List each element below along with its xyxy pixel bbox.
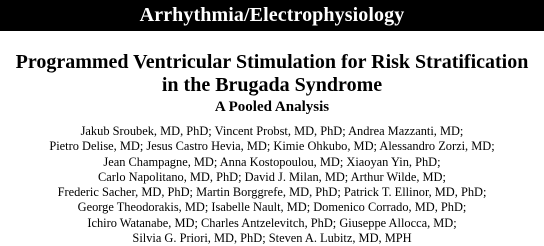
article-subtitle: A Pooled Analysis (214, 99, 330, 115)
article-header (0, 51, 544, 246)
title-line: in the Brugada Syndrome (161, 74, 383, 96)
author-line: Jakub Sroubek, MD, PhD; Vincent Probst, MD, PhD; Andrea Mazzanti, MD; (80, 124, 464, 138)
section-label: Arrhythmia/Electrophysiology (139, 4, 405, 26)
author-list (0, 124, 544, 246)
author-line: Ichiro Watanabe, MD; Charles Antzelevitch, PhD; Giuseppe Allocca, MD; (87, 215, 457, 230)
author-line: Silvia G. Priori, MD, PhD; Steven A. Lubitz, MD, MPH (132, 231, 412, 246)
author-line: Jean Champagne, MD; Anna Kostopoulou, MD; Xiaoyan Yin, PhD; (103, 154, 441, 169)
author-line: Frederic Sacher, MD, PhD; Martin Borggrefe, MD, PhD; Patrick T. Ellinor, MD, PhD; (57, 185, 487, 200)
title-line: Programmed Ventricular Stimulation for Risk Stratification (15, 51, 529, 73)
section-banner (0, 0, 544, 31)
author-line: Pietro Delise, MD; Jesus Castro Hevia, MD; Kimie Ohkubo, MD; Alessandro Zorzi, MD; (49, 139, 495, 154)
author-line: George Theodorakis, MD; Isabelle Nault, MD; Domenico Corrado, MD, PhD; (77, 200, 467, 215)
author-line: Carlo Napolitano, MD, PhD; David J. Milan, MD; Arthur Wilde, MD; (98, 169, 446, 184)
article-title (0, 51, 544, 97)
